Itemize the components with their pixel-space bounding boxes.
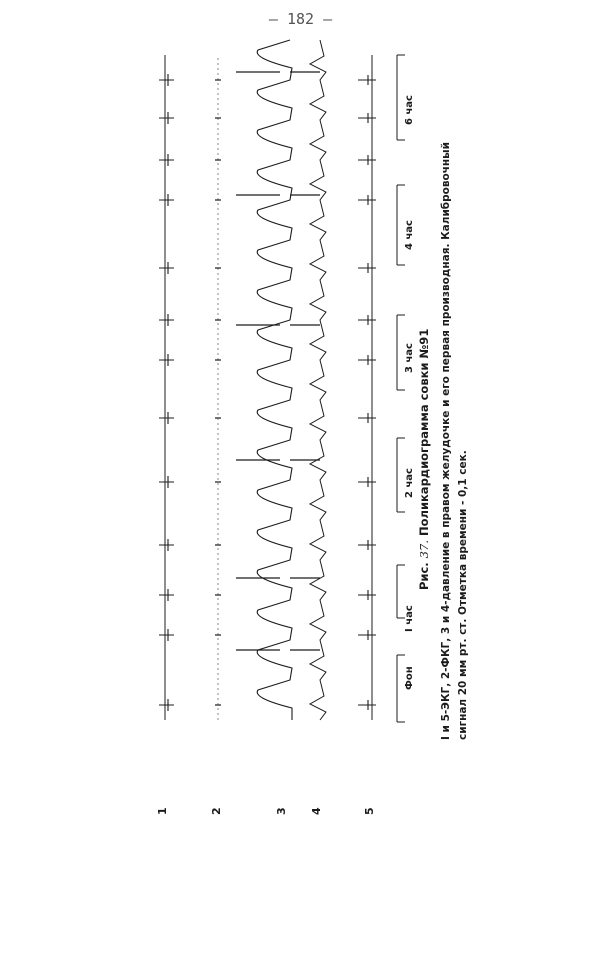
caption-legend-line1: I и 5-ЭКГ, 2-ФКГ, 3 и 4-давление в правом желудочке и его первая производная. Калибровочный	[440, 141, 452, 740]
ecg-5-complex	[358, 540, 376, 550]
ecg-1-complex	[159, 412, 174, 424]
ecg-1-complex	[159, 74, 174, 86]
segment-label-3h: 3 час	[404, 343, 415, 373]
channel-label-1: 1	[156, 807, 169, 815]
ecg-5-complex	[358, 155, 376, 165]
page-number: – 182 –	[268, 10, 333, 28]
ecg-1-complex	[159, 699, 174, 711]
ecg-5-complex	[358, 195, 376, 205]
ecg-1-complex	[159, 539, 174, 551]
ecg-1-complex	[159, 476, 174, 488]
figure-title: Поликардиограмма совки №91	[417, 328, 431, 536]
ecg-5-complex	[358, 413, 376, 423]
ecg-1-complex	[159, 314, 174, 326]
channel-label-5: 5	[363, 807, 376, 815]
trace-derivative-4	[310, 40, 326, 720]
ecg-5-complex	[358, 590, 376, 600]
ecg-1-complex	[159, 589, 174, 601]
ecg-1-complex	[159, 112, 174, 124]
ecg-5-complex	[358, 75, 376, 85]
ecg-5-complex	[358, 315, 376, 325]
segment-label-6h: 6 час	[404, 95, 415, 125]
segment-label-4h: 4 час	[404, 220, 415, 250]
ecg-1-complex	[159, 194, 174, 206]
segment-label-1h: I час	[404, 605, 415, 632]
caption-legend-line2: сигнал 20 мм рт. ст. Отметка времени - 0,1 сек.	[457, 450, 469, 740]
segment-label-background: Фон	[404, 666, 415, 690]
channel-labels	[156, 807, 376, 815]
figure-title-line	[417, 329, 431, 590]
ecg-5-complex	[358, 113, 376, 123]
trace-pressure-3	[257, 40, 292, 720]
segment-label-2h: 2 час	[404, 468, 415, 498]
ecg-5-complex	[358, 700, 376, 710]
channel-label-2: 2	[210, 807, 223, 815]
ecg-1-complex	[159, 262, 174, 274]
ecg-1-complex	[159, 154, 174, 166]
channel-label-4: 4	[310, 807, 323, 815]
figure-prefix: Рис.	[417, 562, 431, 590]
ecg-5-complex	[358, 355, 376, 365]
ecg-5-complex	[358, 630, 376, 640]
traces	[159, 40, 376, 720]
ecg-1-complex	[159, 629, 174, 641]
figure-number: 37.	[417, 540, 431, 559]
ecg-1-complex	[159, 354, 174, 366]
ecg-5-complex	[358, 477, 376, 487]
channel-label-3: 3	[275, 807, 288, 815]
ecg-5-complex	[358, 263, 376, 273]
